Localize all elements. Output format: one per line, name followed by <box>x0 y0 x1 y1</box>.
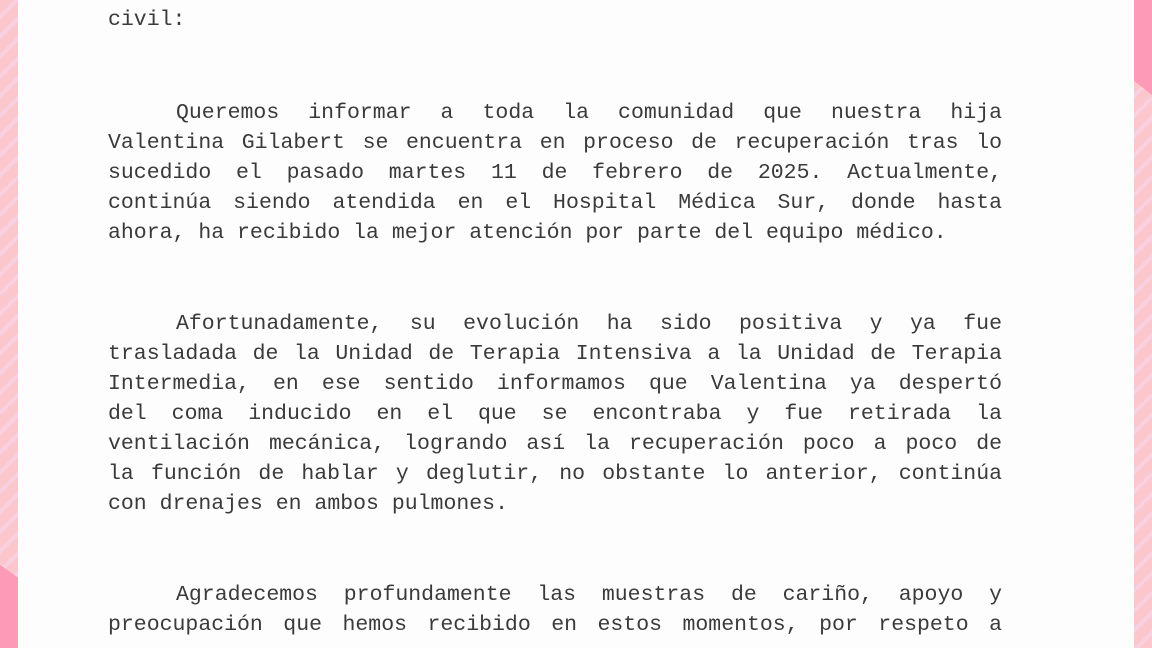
text-line: continúa siendo atendida en el Hospital Médica Sur, donde hasta <box>108 191 1002 215</box>
text-line: civil: <box>108 8 186 32</box>
text-line: sucedido el pasado martes 11 de febrero de 2025. Actualmente, <box>108 161 1002 185</box>
paragraph-evolution <box>108 309 1002 519</box>
right-border-accent <box>1134 0 1152 95</box>
text-line: Queremos informar a toda la comunidad que nuestra hija <box>176 101 1002 125</box>
text-line: trasladada de la Unidad de Terapia Intensiva a la Unidad de Terapia <box>108 342 1002 366</box>
paragraph-thanks <box>108 580 1002 640</box>
text-line: del coma inducido en el que se encontraba y fue retirada la <box>108 402 1002 426</box>
text-line: ahora, ha recibido la mejor atención por parte del equipo médico. <box>108 221 947 245</box>
intro-tail <box>108 5 1002 35</box>
text-line: Valentina Gilabert se encuentra en proceso de recuperación tras lo <box>108 131 1002 155</box>
paragraph-recovery <box>108 98 1002 248</box>
text-line: la función de hablar y deglutir, no obstante lo anterior, continúa <box>108 462 1002 486</box>
text-line: Agradecemos profundamente las muestras de cariño, apoyo y <box>176 583 1002 607</box>
text-line: ventilación mecánica, logrando así la recuperación poco a poco de <box>108 432 1002 456</box>
left-decorative-border <box>0 0 18 648</box>
text-line: Intermedia, en ese sentido informamos que Valentina ya despertó <box>108 372 1002 396</box>
text-line: Afortunadamente, su evolución ha sido positiva y ya fue <box>176 312 1002 336</box>
text-line: con drenajes en ambos pulmones. <box>108 492 508 516</box>
right-decorative-border <box>1134 0 1152 648</box>
text-line: preocupación que hemos recibido en estos momentos, por respeto a <box>108 613 1002 637</box>
left-border-accent <box>0 565 18 648</box>
